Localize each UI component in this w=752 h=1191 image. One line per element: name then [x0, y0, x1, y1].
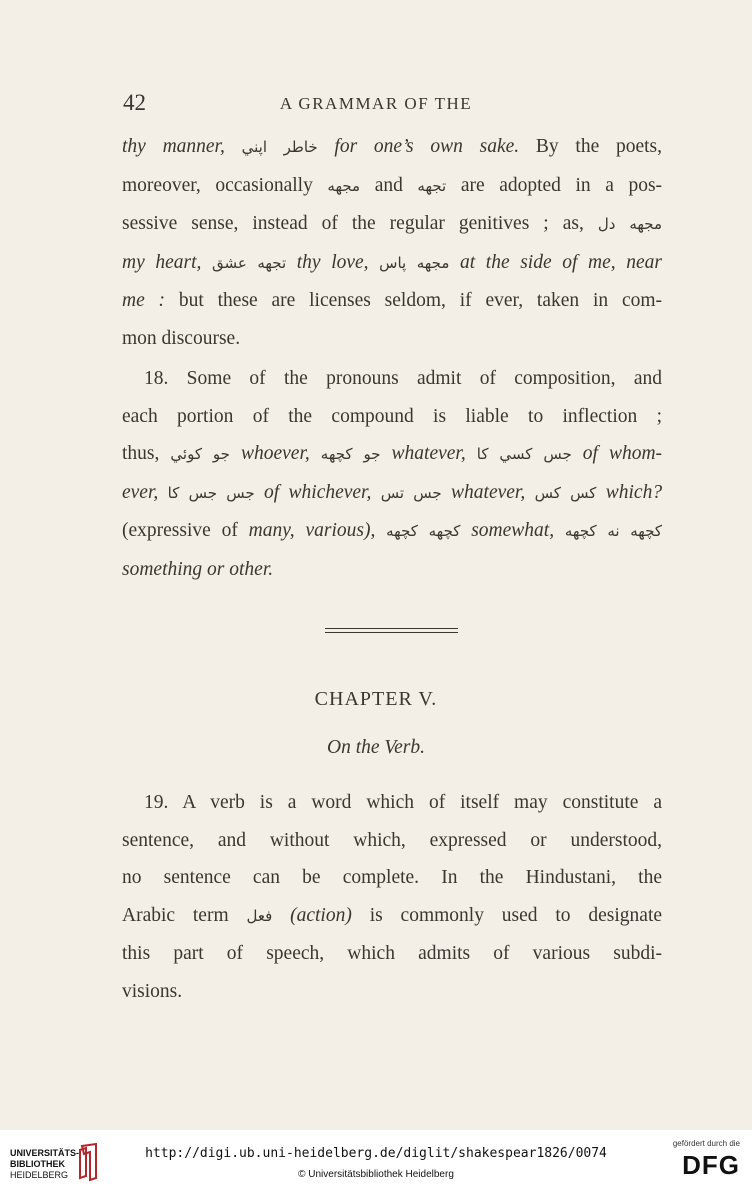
roman-text: each portion of the compound is liable to inflection ; — [122, 405, 662, 427]
urdu-text: فعل — [246, 906, 273, 925]
italic-text: at the side of me, near — [460, 251, 662, 273]
roman-text: 18. Some of the pronouns admit of composition, and — [144, 368, 662, 389]
text-line — [122, 474, 662, 513]
roman-text: sessive sense, instead of the regular genitives ; as, — [122, 213, 584, 234]
text-line — [122, 167, 662, 206]
italic-text: my heart, — [122, 251, 202, 273]
urdu-text: جس كسي كا — [476, 445, 572, 463]
roman-text: but these are licenses seldom, if ever, taken in com- — [178, 290, 663, 311]
text-line — [122, 320, 662, 358]
paragraph-possessive — [122, 128, 662, 357]
text-line — [122, 784, 662, 822]
copyright-notice: © Universitätsbibliothek Heidelberg — [298, 1169, 454, 1180]
paragraph-18 — [122, 360, 662, 588]
urdu-text: تجهه عشق — [212, 253, 287, 272]
italic-text: whatever, — [391, 443, 466, 464]
italic-text: thy love, — [296, 251, 369, 273]
roman-text: visions. — [122, 980, 183, 1002]
roman-text: and — [374, 174, 403, 196]
dfg-logo: DFG — [682, 1150, 740, 1180]
italic-text: somewhat, — [471, 520, 555, 541]
funding-note: gefördert durch die — [672, 1139, 740, 1148]
roman-text: are adopted in a pos- — [460, 174, 663, 196]
urdu-text: مجهه پاس — [379, 253, 450, 272]
roman-text: is commonly used to designate — [369, 904, 663, 926]
text-line — [122, 512, 662, 551]
italic-text: ever, — [122, 481, 159, 503]
italic-text: (action) — [290, 904, 352, 926]
urdu-text: كس كس — [534, 483, 597, 502]
urdu-text: كچهه نه كچهه — [564, 522, 663, 540]
roman-text: By the poets, — [535, 136, 663, 157]
permalink-url[interactable]: http://digi.ub.uni-heidelberg.de/diglit/shakespear1826/0074 — [145, 1146, 607, 1161]
urdu-text: مجهه دل — [597, 215, 663, 233]
urdu-text: مجهه — [327, 176, 361, 195]
roman-text: this part of speech, which admits of various subdi- — [122, 943, 662, 964]
paragraph-19 — [122, 784, 662, 1010]
text-line — [122, 205, 662, 244]
italic-text: of whichever, — [264, 481, 372, 503]
italic-text: for one’s own sake. — [334, 136, 520, 157]
urdu-text: جو كوئي — [170, 445, 230, 463]
italic-text: of whom- — [582, 443, 663, 464]
logo-text: HEIDELBERG — [10, 1170, 69, 1180]
urdu-text: خاطر اپني — [241, 138, 318, 156]
text-line — [122, 935, 662, 973]
urdu-text: كچهه كچهه — [386, 522, 461, 540]
logo-text: BIBLIOTHEK — [10, 1159, 65, 1169]
italic-text: whatever, — [451, 481, 526, 503]
roman-text: moreover, occasionally — [122, 174, 313, 196]
text-line — [122, 822, 662, 860]
urdu-text: جو كچهه — [320, 445, 381, 463]
urdu-text: تجهه — [417, 176, 447, 195]
roman-text: mon discourse. — [122, 327, 241, 349]
text-line — [122, 128, 662, 167]
text-line — [122, 282, 662, 320]
text-line — [122, 551, 662, 589]
roman-text: 19. A verb is a word which of itself may constitute a — [144, 792, 662, 813]
text-line — [122, 973, 662, 1011]
urdu-text: جس تس — [380, 483, 442, 502]
page-number: 42 — [123, 90, 146, 115]
chapter-subtitle: On the Verb. — [326, 737, 426, 758]
roman-text: Arabic term — [122, 904, 229, 926]
text-line — [122, 360, 662, 398]
logo-text: UNIVERSITÄTS- — [10, 1148, 80, 1158]
text-line — [122, 897, 662, 936]
italic-text: which? — [605, 481, 663, 503]
text-line — [122, 859, 662, 897]
italic-text: something or other. — [122, 558, 274, 580]
chapter-heading: CHAPTER V. — [314, 688, 438, 710]
italic-text: me : — [122, 290, 166, 311]
urdu-text: جس جس كا — [167, 483, 255, 502]
roman-text: (expressive of — [122, 520, 238, 541]
running-title: A GRAMMAR OF THE — [279, 94, 473, 113]
roman-text: no sentence can be complete. In the Hindustani, the — [122, 867, 662, 888]
italic-text: thy manner, — [122, 136, 225, 157]
italic-text: many, various), — [248, 520, 376, 541]
text-line — [122, 435, 662, 474]
roman-text: sentence, and without which, expressed or understood, — [122, 829, 662, 851]
italic-text: whoever, — [240, 443, 310, 464]
roman-text: thus, — [122, 443, 160, 464]
section-divider — [325, 628, 458, 633]
digitization-footer — [0, 1130, 752, 1191]
text-line — [122, 398, 662, 436]
text-line — [122, 244, 662, 283]
